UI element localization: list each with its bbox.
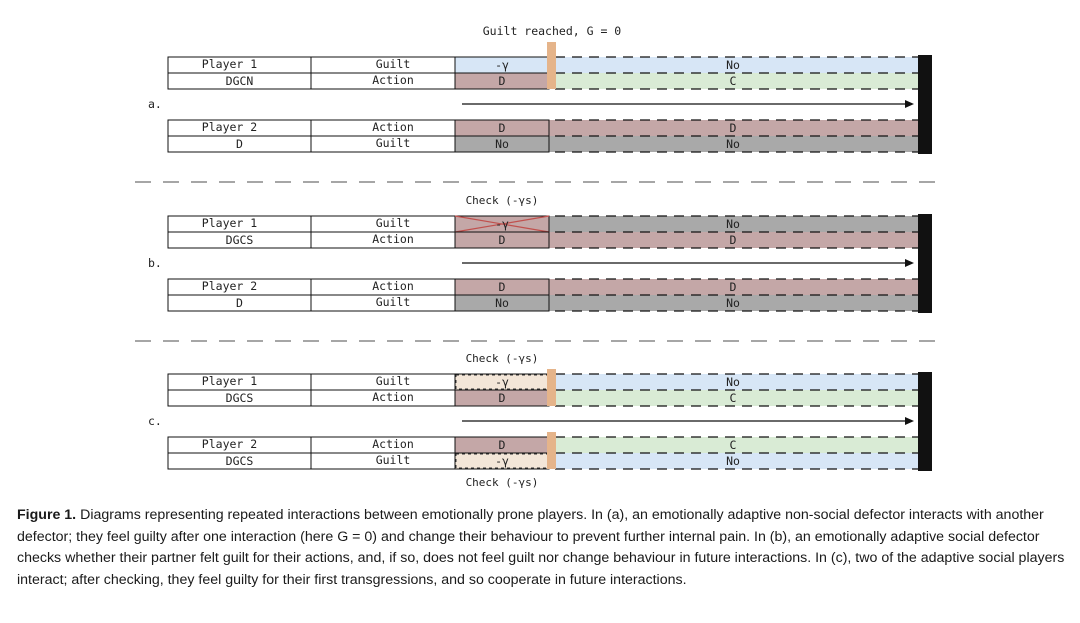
- caption-text: Diagrams representing repeated interactions between emotionally prone players. In (a), an emotionally adaptive non-social defector interacts with another defector; they feel guilty after one interaction (here G = 0) and change their behaviour to prevent further internal pain. In (b), an emotionally adaptive social defector checks whether their partner felt guilt for their actions, and, if so, does not feel guilt nor change behaviour in future interactions. In (c), two of the adaptive social players interact; after checking, they feel guilty for their first transgressions, and so cooperate in future interactions.: [17, 507, 1065, 588]
- guilt-marker: [547, 369, 556, 406]
- figure-caption: [17, 505, 1067, 591]
- initial-value: D: [498, 121, 506, 135]
- row-label: Action: [372, 390, 414, 404]
- initial-value: -γ: [495, 217, 509, 231]
- initial-value: -γ: [495, 375, 509, 389]
- row-label: Guilt: [375, 216, 411, 230]
- caption-label: Figure 1.: [17, 507, 77, 523]
- check-label: Check (-γs): [465, 476, 539, 489]
- player-name: Player 2: [201, 437, 258, 451]
- player-type: DGCS: [225, 391, 254, 405]
- later-value: C: [729, 438, 737, 452]
- initial-value: No: [495, 296, 509, 310]
- row-label: Guilt: [375, 374, 411, 388]
- arrow-head: [905, 417, 914, 425]
- panel-label-0: a.: [148, 97, 162, 111]
- initial-value: D: [498, 391, 506, 405]
- player-type: DGCS: [225, 454, 254, 468]
- row-label: Guilt: [375, 295, 411, 309]
- panel-label-1: b.: [148, 256, 162, 270]
- row-label: Guilt: [375, 57, 411, 71]
- arrow-head: [905, 259, 914, 267]
- initial-value: D: [498, 438, 506, 452]
- row-label: Action: [372, 437, 414, 451]
- later-value: D: [729, 280, 737, 294]
- guilt-reached-label: Guilt reached, G = 0: [482, 24, 622, 38]
- end-bar: [918, 372, 932, 471]
- end-bar: [918, 55, 932, 154]
- guilt-marker: [547, 432, 556, 469]
- player-name: Player 1: [201, 374, 258, 388]
- arrow-head: [905, 100, 914, 108]
- player-type: DGCS: [225, 233, 254, 247]
- guilt-marker: [547, 42, 556, 89]
- row-label: Guilt: [375, 136, 411, 150]
- row-label: Action: [372, 73, 414, 87]
- row-label: Action: [372, 120, 414, 134]
- initial-value: D: [498, 233, 506, 247]
- later-value: C: [729, 74, 737, 88]
- later-value: No: [726, 375, 740, 389]
- initial-value: D: [498, 74, 506, 88]
- later-value: D: [729, 121, 737, 135]
- player-name: Player 1: [201, 57, 258, 71]
- later-value: D: [729, 233, 737, 247]
- initial-value: -γ: [495, 454, 509, 468]
- row-label: Guilt: [375, 453, 411, 467]
- player-name: Player 2: [201, 120, 258, 134]
- later-value: No: [726, 217, 740, 231]
- initial-value: D: [498, 280, 506, 294]
- row-label: Action: [372, 232, 414, 246]
- player-name: Player 1: [201, 216, 258, 230]
- end-bar: [918, 214, 932, 313]
- later-value: No: [726, 137, 740, 151]
- player-type: D: [236, 296, 243, 310]
- later-value: C: [729, 391, 737, 405]
- player-name: Player 2: [201, 279, 258, 293]
- later-value: No: [726, 296, 740, 310]
- player-type: DGCN: [225, 74, 254, 88]
- later-value: No: [726, 454, 740, 468]
- panel-label-2: c.: [148, 414, 162, 428]
- check-label: Check (-γs): [465, 352, 539, 365]
- initial-value: -γ: [495, 58, 509, 72]
- later-value: No: [726, 58, 740, 72]
- initial-value: No: [495, 137, 509, 151]
- check-label: Check (-γs): [465, 194, 539, 207]
- row-label: Action: [372, 279, 414, 293]
- player-type: D: [236, 137, 243, 151]
